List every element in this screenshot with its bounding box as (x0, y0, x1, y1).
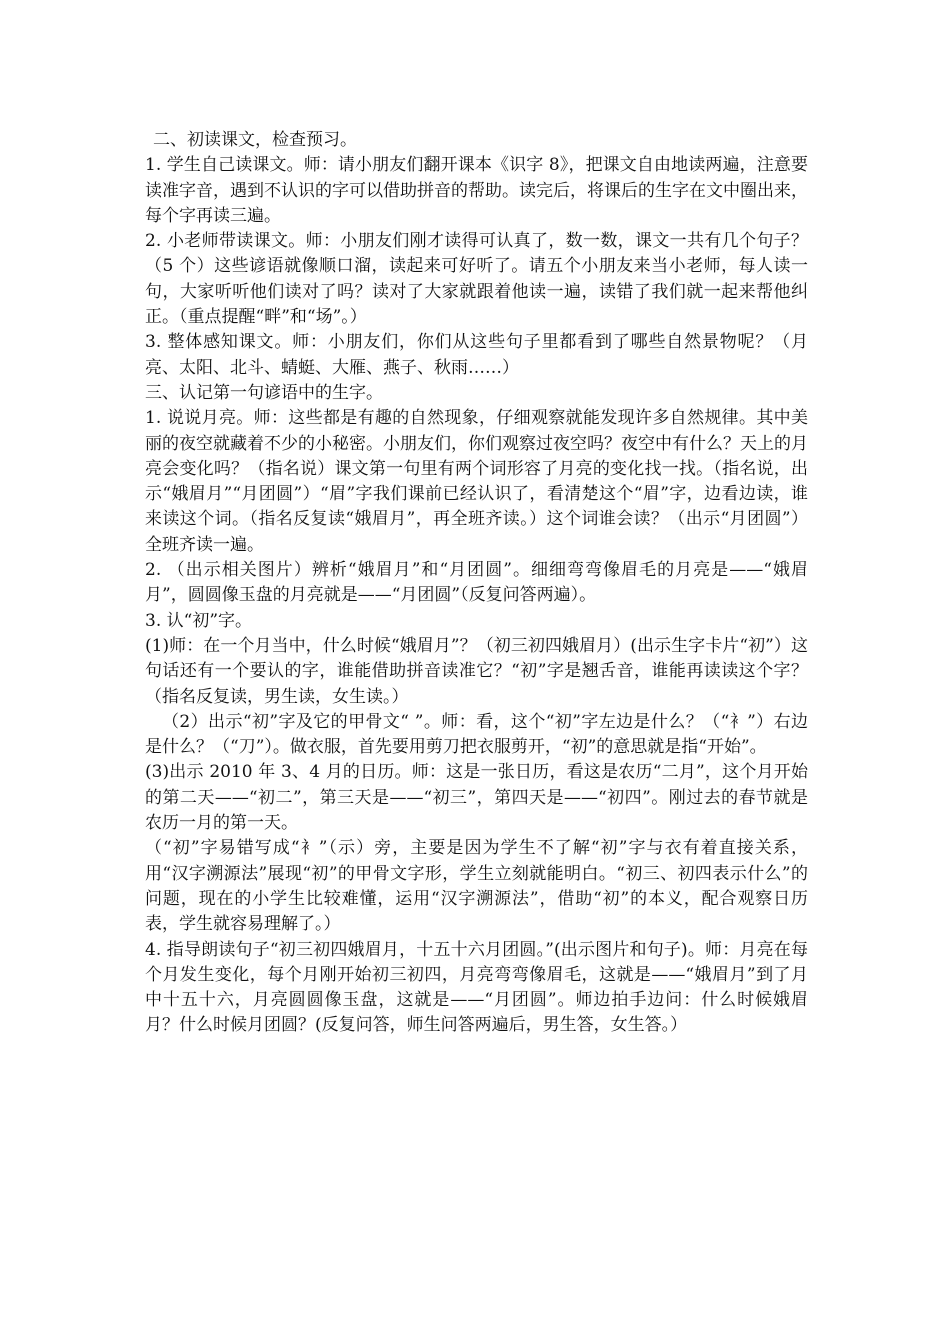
document-body (145, 128, 808, 1039)
paragraph-talk-moon: 1. 说说月亮。师：这些都是有趣的自然现象，仔细观察就能发现许多自然规律。其中美丽的夜空就藏着不少的小秘密。小朋友们，你们观察过夜空吗？夜空中有什么？天上的月亮会变化吗？（指名说）课文第一句里有两个词形容了月亮的变化找一找。（指名说，出示“娥眉月”“月团圆”）“眉”字我们课前已经认识了，看清楚这个“眉”字，边看边读，谁来读这个词。（指名反复读“娥眉月”，再全班齐读。）这个词谁会读？（出示“月团圆”）全班齐读一遍。 (145, 408, 808, 555)
paragraph-distinguish-moon: 2. （出示相关图片）辨析“娥眉月”和“月团圆”。细细弯弯像眉毛的月亮是——“娥眉月”，圆圆像玉盘的月亮就是——“月团圆”（反复问答两遍）。 (145, 560, 808, 606)
paragraph-chu-step-1: (1)师：在一个月当中，什么时候“娥眉月”？（初三初四娥眉月）(出示生字卡片“初”）这句话还有一个要认的字，谁能借助拼音读准它？“初”字是翘舌音，谁能再读读这个字？（指名反复读，男生读，女生读。） (145, 635, 808, 707)
paragraph-chu-note: （“初”字易错写成“衤”（示）旁，主要是因为学生不了解“初”字与衣有着直接关系，用“汉字溯源法”展现“初”的甲骨文字形，学生立刻就能明白。“初三、初四表示什么”的问题，现在的小学生比较难懂，运用“汉字溯源法”，借助“初”的本义，配合观察日历表，学生就容易理解了。） (145, 838, 808, 935)
paragraph-chu-step-3: (3)出示 2010 年 3、4 月的日历。师：这是一张日历，看这是农历“二月”，这个月开始的第二天——“初二”，第三天是——“初三”，第四天是——“初四”。刚过去的春节就是农历一月的第一天。 (145, 762, 808, 834)
paragraph-self-reading: 1. 学生自己读课文。师：请小朋友们翻开课本《识字 8》，把课文自由地读两遍，注意要读准字音，遇到不认识的字可以借助拼音的帮助。读完后，将课后的生字在文中圈出来，每个字再读三遍。 (145, 155, 808, 226)
paragraph-little-teacher: 2. 小老师带读课文。师：小朋友们刚才读得可认真了，数一数，课文一共有几个句子？（5 个）这些谚语就像顺口溜，读起来可好听了。请五个小朋友来当小老师，每人读一句，大家听听他们读对了吗？读对了大家就跟着他读一遍，读错了我们就一起来帮他纠正。（重点提醒“畔”和“场”。） (145, 231, 808, 328)
paragraph-learn-chu: 3. 认“初”字。 (145, 610, 253, 631)
paragraph-overall-perception: 3. 整体感知课文。师：小朋友们，你们从这些句子里都看到了哪些自然景物呢？（月亮、太阳、北斗、蜻蜓、大雁、燕子、秋雨……） (145, 332, 808, 378)
section-heading-3: 三、认记第一句谚语中的生字。 (145, 382, 383, 403)
paragraph-chu-step-2: （2）出示“初”字及它的甲骨文“ ”。师：看，这个“初”字左边是什么？（“衤”）右边是什么？（“刀”）。做衣服，首先要用剪刀把衣服剪开，“初”的意思就是指“开始”。 (145, 711, 808, 758)
paragraph-read-sentence: 4. 指导朗读句子“初三初四娥眉月，十五十六月团圆。”(出示图片和句子)。师：月亮在每个月发生变化，每个月刚开始初三初四，月亮弯弯像眉毛，这就是——“娥眉月”到了月中十五十六，月亮圆圆像玉盘，这就是——“月团圆”。师边拍手边问：什么时候娥眉月？什么时候月团圆？(反复问答，师生问答两遍后，男生答，女生答。） (145, 939, 808, 1036)
section-heading-2: 二、初读课文，检查预习。 (153, 130, 357, 150)
